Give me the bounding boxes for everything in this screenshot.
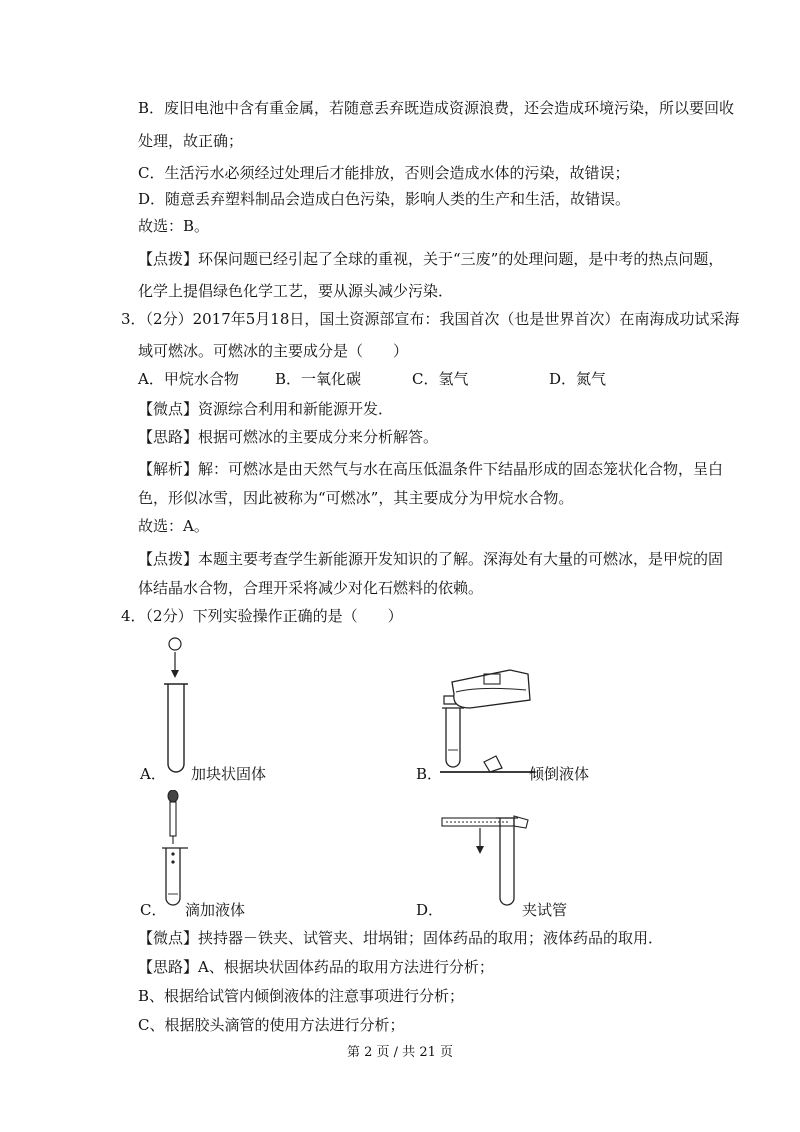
q3-silu: 【思路】根据可燃冰的主要成分来分析解答。 — [138, 428, 439, 446]
q3-jiexi-line2: 色，形似冰雪，因此被称为“可燃冰”，其主要成分为甲烷水合物。 — [138, 489, 574, 507]
q3-option-c: C．氢气 — [412, 370, 469, 388]
question-3-line1: 3．（2分）2017年5月18日，国土资源部宣布：我国首次（也是世界首次）在南海成功试采海 — [121, 310, 740, 328]
q4-silu-c: C、根据胶头滴管的使用方法进行分析； — [138, 1016, 405, 1034]
figure-d-letter: D． — [416, 901, 444, 919]
para-b-line2: 处理，故正确； — [138, 132, 244, 150]
para-dianbo-q2-line2: 化学上提倡绿色化学工艺，要从源头减少污染． — [138, 282, 454, 300]
para-answer-q2: 故选：B。 — [138, 217, 210, 235]
q3-jiexi-line1: 【解析】解：可燃冰是由天然气与水在高压低温条件下结晶形成的固态笼状化合物，呈白 — [138, 460, 724, 478]
q3-option-a: A．甲烷水合物 — [138, 370, 239, 388]
para-dianbo-q2-line1: 【点拨】环保问题已经引起了全球的重视，关于“三废”的处理问题，是中考的热点问题， — [138, 250, 724, 268]
figure-c-letter: C． — [140, 901, 167, 919]
figure-d-diagram — [440, 812, 540, 914]
figure-b-diagram — [440, 660, 540, 780]
q3-option-b: B．一氧化碳 — [275, 370, 362, 388]
q4-weidian: 【微点】挟持器－铁夹、试管夹、坩埚钳；固体药品的取用；液体药品的取用． — [138, 929, 664, 947]
q3-weidian: 【微点】资源综合利用和新能源开发． — [138, 400, 394, 418]
page-footer: 第 2 页 / 共 21 页 — [347, 1045, 453, 1060]
q3-dianbo-line2: 体结晶水合物，合理开采将减少对化石燃料的依赖。 — [138, 579, 484, 597]
q4-silu-a: 【思路】A、根据块状固体药品的取用方法进行分析； — [138, 958, 494, 976]
question-3-line2: 域可燃冰。可燃冰的主要成分是（ ） — [138, 342, 409, 360]
q3-option-d: D．氮气 — [549, 370, 607, 388]
figure-c-caption: 滴加液体 — [185, 901, 246, 919]
q3-dianbo-line1: 【点拨】本题主要考查学生新能源开发知识的了解。深海处有大量的可燃冰，是甲烷的固 — [138, 550, 724, 568]
para-d: D．随意丢弃塑料制品会造成白色污染，影响人类的生产和生活，故错误。 — [138, 190, 631, 208]
para-c: C．生活污水必须经过处理后才能排放，否则会造成水体的污染，故错误； — [138, 164, 630, 182]
figure-b-letter: B． — [416, 765, 443, 783]
figure-d-caption: 夹试管 — [522, 901, 568, 919]
figure-b-caption: 倾倒液体 — [529, 765, 590, 783]
q4-silu-b: B、根据给试管内倾倒液体的注意事项进行分析； — [138, 987, 465, 1005]
para-b-line1: B．废旧电池中含有重金属，若随意丢弃既造成资源浪费，还会造成环境污染，所以要回收 — [138, 99, 735, 117]
figure-a-diagram — [160, 636, 200, 781]
figure-a-caption: 加块状固体 — [191, 765, 267, 783]
question-4: 4．（2分）下列实验操作正确的是（ ） — [121, 607, 403, 625]
figure-a-letter: A． — [140, 765, 166, 783]
q3-answer: 故选：A。 — [138, 517, 209, 535]
